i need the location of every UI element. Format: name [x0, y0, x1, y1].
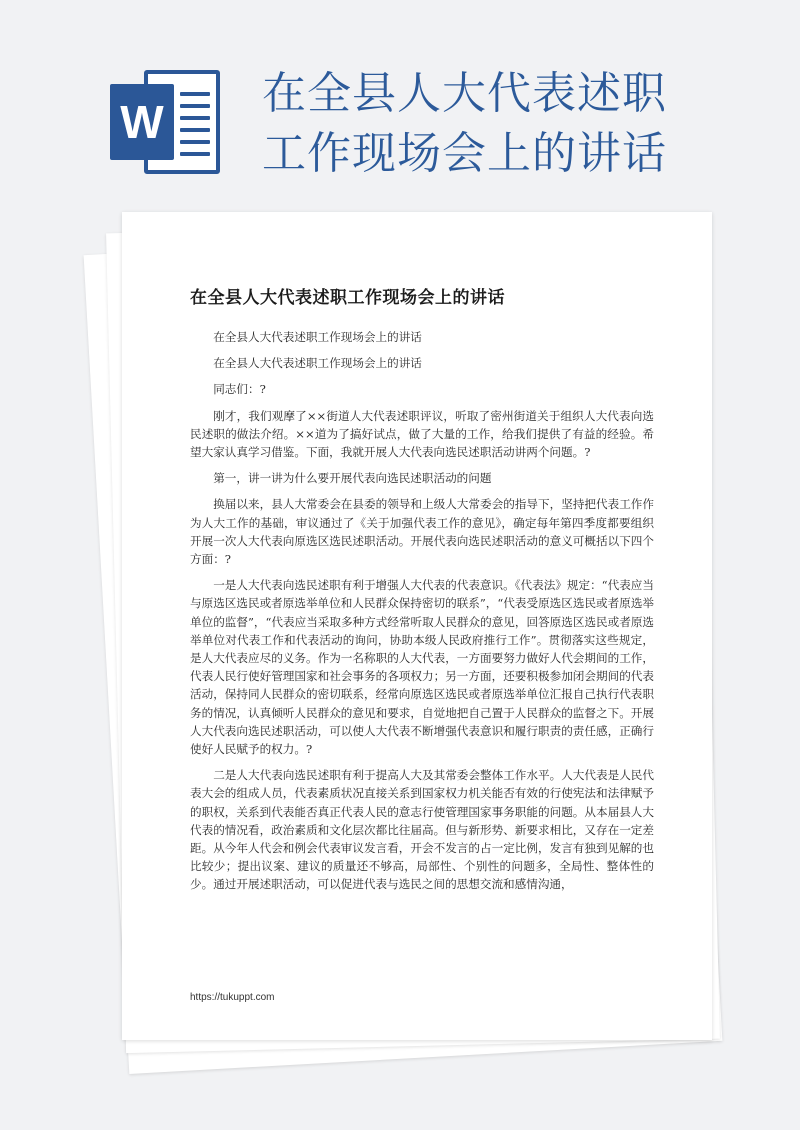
doc-paragraph: 第一，讲一讲为什么要开展代表向选民述职活动的问题 — [213, 471, 492, 486]
doc-paragraph: 换届以来，县人大常委会在县委的领导和上级人大常委会的指导下，坚持把代表工作作为人大工作的基础，审议通过了《关于加强代表工作的意见》，确定每年第四季度都要组织开展一次人大代表向原选区选民述职活动。开展代表向选民述职活动的意义可概括以下四个方面：? — [190, 497, 654, 567]
doc-paragraph: 二是人大代表向选民述职有利于提高人大及其常委会整体工作水平。人大代表是人民代表大会的组成人员，代表素质状况直接关系到国家权力机关能否有效的行使宪法和法律赋予的职权，关系到代表能否真正代表人民的意志行使管理国家事务职能的问题。从本届县人大代表的情况看，政治素质和文化层次都比往届高。但与新形势、新要求相比，又存在一定差距。从今年人代会和例会代表审议发言看，开会不发言的占一定比例，发言有独到见解的也比较少；提出议案、建议的质量还不够高，局部性、个别性的问题多，全局性、整体性的少。通过开展述职活动，可以促进代表与选民之间的思想交流和感情沟通， — [190, 768, 654, 892]
document-page — [122, 212, 712, 1040]
doc-paragraph: 刚才，我们观摩了××街道人大代表述职评议，听取了密州街道关于组织人大代表向选民述职的做法介绍。××道为了搞好试点，做了大量的工作，给我们提供了有益的经验。希望大家认真学习借鉴。下面，我就开展人大代表向选民述职活动讲两个问题。? — [190, 408, 654, 460]
header-title: 在全县人大代表述职工作现场会上的讲话 — [262, 68, 667, 179]
doc-paragraph: 一是人大代表向选民述职有利于增强人大代表的代表意识。《代表法》规定：“代表应当与原选区选民或者原选举单位和人民群众保持密切的联系”，“代表受原选区选民或者原选举单位的监督”，“代表应当采取多种方式经常听取人民群众的意见，回答原选区选民或者原选举单位对代表工作和代表活动的询问，协助本级人民政府推行工作”。贯彻落实这些规定，是人大代表应尽的义务。作为一名称职的人大代表，一方面要努力做好人代会期间的工作，代表人民行使好管理国家和社会事务的各项权力；另一方面，还要积极参加闭会期间的代表活动，保持同人民群众的密切联系，经常向原选区选民或者原选举单位汇报自己执行代表职务的情况，认真倾听人民群众的意见和要求，自觉地把自己置于人民群众的监督之下。开展人大代表向选民述职活动，可以使人大代表不断增强代表意识和履行职责的责任感，正确行使好人民赋予的权力。? — [190, 578, 655, 757]
document-body — [190, 328, 654, 902]
doc-paragraph: 在全县人大代表述职工作现场会上的讲话 — [213, 330, 422, 344]
doc-paragraph: 同志们：? — [213, 382, 266, 397]
doc-paragraph: 在全县人大代表述职工作现场会上的讲话 — [213, 356, 422, 371]
footer-url: https://tukuppt.com — [190, 992, 275, 1003]
word-badge: W — [110, 84, 174, 160]
document-title: 在全县人大代表述职工作现场会上的讲话 — [190, 288, 505, 308]
